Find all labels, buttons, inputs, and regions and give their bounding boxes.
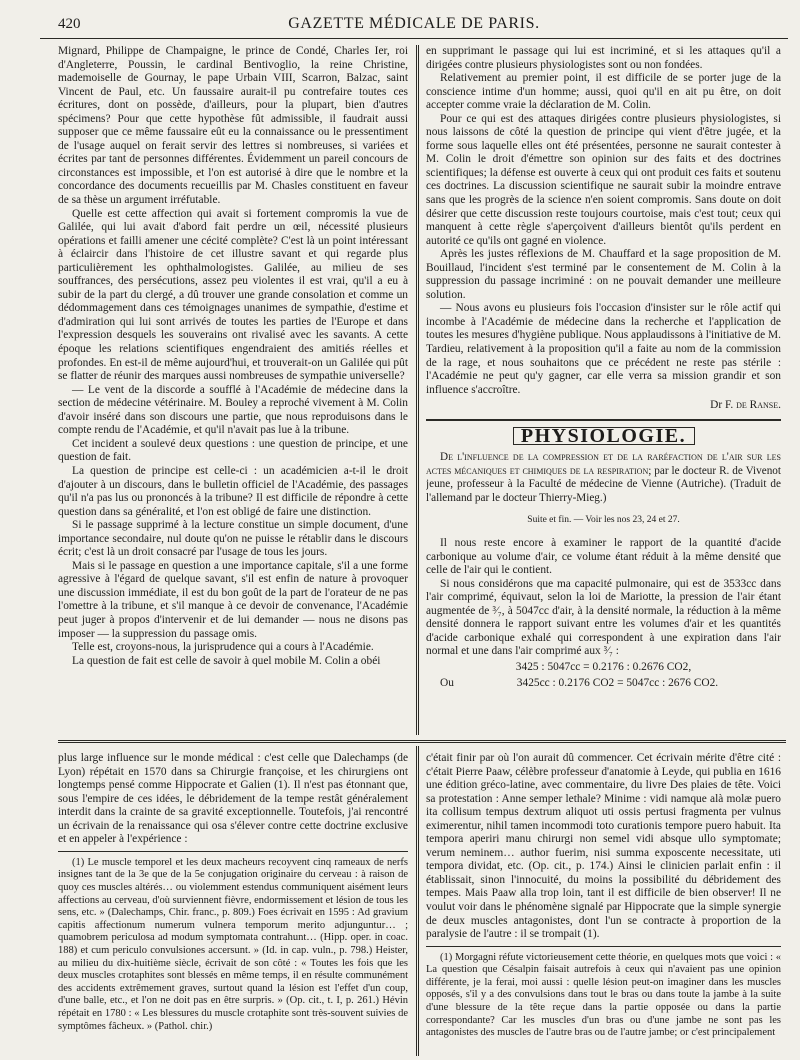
footnote-rule	[426, 946, 781, 947]
signature-prefix: Dr F.	[710, 399, 734, 412]
formula-label: Ou	[440, 676, 454, 689]
signature-name: de Ranse.	[736, 399, 781, 412]
running-header	[40, 12, 788, 39]
footnote	[426, 952, 781, 1040]
paragraph: Cet incident a soulevé deux questions : une question de principe, et une question de fait.	[58, 437, 408, 464]
column-divider-upper	[416, 45, 419, 735]
paragraph: — Le vent de la discorde a soufflé à l'Académie de médecine dans la section de médecine vétérinaire. M. Bouley a reproché vivement à M. Colin d'avoir inséré dans son discours une partie, que nous reproduisons dans le compte rendu de l'Académie, et qu'il n'avait pas lue à la tribune.	[58, 383, 408, 437]
article-title	[426, 451, 781, 505]
paragraph: Quelle est cette affection qui avait si fortement compromis la vue de Galilée, qui lui avait d'abord fait perdre un œil, nécessité plusieurs opérations et failli amener une cécité complète? C'est là un point intéressant à éclaircir dans l'histoire de cet illustre savant et qui regarde plus particulièrement les ophthalmologistes. Galilée, au milieu de ses souffrances, des persécutions, assez peu violentes il est vrai, qu'il a eu à subir de la part du clergé, a dû trouver une grande consolation et comme un dédommagement dans ces témoignages unanimes de sympathie, d'estime et d'admiration qui lui sont arrivés de toutes les parties de l'Europe et dans l'expression desquels les souverains ont rivalisé avec les savants. A cette époque les relations scientifiques engendraient des amitiés réelles et profondes. En est-il de même aujourd'hui, et trouverait-on un Galilée qui pût se flatter de réunir des marques aussi nombreuses de sympathie universelle?	[58, 207, 408, 383]
article-title-byline: par le docteur R. de Vivenot jeune, professeur à la Faculté de médecine de Vienne (Autriche). (Traduit de l'allemand par le docteur Thierry-Mieg.)	[426, 464, 781, 504]
article-title-caps: De l'influence de la compression et de la raréfaction de l'air sur les actes mécaniques et chimiques de la respiration;	[426, 451, 781, 477]
author-signature	[426, 399, 781, 413]
section-divider	[58, 740, 786, 743]
journal-title: GAZETTE MÉDICALE DE PARIS.	[288, 15, 540, 32]
footnote-rule	[58, 851, 408, 852]
footnote-text: (1) Le muscle temporel et les deux macheurs recoyvent cinq rameaux de nerfs insignes tant de la 3e que de la 5e conjugation originaire du cerveau : à raison de quoy ces muscles altérés… ou violemment estendus communiquent aisément leurs affections au cerveau, d'où surviennent fièvre, endormissement et lésion de tous les sens, etc. » (Dalechamps, Chir. franc., p. 809.) Foes écrivait en 1595 : Ad gravium capitis affectionum numerum vulnera temporum merito adjunguntur… ; quamobrem periculosa ad modum symptomata contrahunt… (Hipp. oper. in coac. 188) et cum periculo convulsiones accersunt. » (Id. in cap. vuln., p. 798.) Heister, au milieu du dix-huitième siècle, écrivait de son côté : « Toutes les fois que les deux muscles crotaphites sont blessés en même temps, il en résulte communément des accidents extrêmement graves, surtout quand la lésion est l'effet d'un coup, d'une balle, etc., et l'on ne doit pas en être surpris. » (Op. cit., t. I, p. 261.) Hévin répétait en 1780 : « Les blessures du muscle crotaphite sont très-souvent suivies de symptômes fâcheux. » (Pathol. chir.)	[58, 856, 408, 1032]
lower-right-column	[426, 752, 781, 1056]
paragraph: — Nous avons eu plusieurs fois l'occasion d'insister sur le rôle actif qui incombe à l'Académie de médecine dans la recherche et l'application de toutes les mesures d'hygiène publique. Nous applaudissons à l'initiative de M. Tardieu, relativement à la proposition qu'il a faite au nom de la commission de la rage, et nous souhaitons que ce précédent ne reste pas stérile : l'Académie ne peut qu'y gagner, car elle verra sa mission grandir et son influence s'accroître.	[426, 302, 781, 396]
page-number: 420	[58, 16, 81, 32]
paragraph: Si le passage supprimé à la lecture constitue un simple document, d'une importance secondaire, nul doute qu'on ne puisse le rétablir dans le discours écrit; c'est là un droit consacré par l'usage de tous les jours.	[58, 519, 408, 559]
paragraph: La question de principe est celle-ci : un académicien a-t-il le droit d'ajouter à un discours, dans le bulletin officiel de l'Académie, des passages qu'il n'a pas lus ou prononcés à la tribune? Il est difficile de répondre à cette question dans sa généralité, et l'on est obligé de faire une distinction.	[58, 464, 408, 518]
continuation-note: Suite et fin. — Voir les nos 23, 24 et 27.	[527, 514, 680, 525]
paragraph: Mais si le passage en question a une importance capitale, s'il a une forme agressive à l'égard de quelque savant, s'il est enfin de nature à provoquer une discussion immédiate, il est du bon goût de la part de l'orateur de ne pas l'omettre à la tribune, et s'il manque à ce devoir de convenance, l'Académie peut juger à propos d'intervenir et de lui demander — nous ne disons pas imposer — la suppression du passage omis.	[58, 559, 408, 640]
upper-right-column	[426, 45, 781, 733]
paragraph: Relativement au premier point, il est difficile de se porter juge de la conscience intime d'un homme; aussi, quoi qu'il en ait pu être, on doit accepter comme vraie la déclaration de M. Colin.	[426, 72, 781, 112]
paragraph: plus large influence sur le monde médical : c'est celle que Dalechamps (de Lyon) répétait en 1570 dans sa Chirurgie françoise, et les chirurgiens ont longtemps pensé comme Hippocrate et Galien (1). Il n'est pas étonnant que, sous l'empire de ces idées, le débridement de la tempe restât généralement interdit dans la crainte de sa gravité exceptionnelle. Toutefois, j'ai rencontré un écrivain de la renaissance qui osa s'élever contre cette doctrine exclusive et en appeler à l'expérience :	[58, 752, 408, 846]
formula-row	[426, 677, 781, 691]
upper-left-column	[58, 45, 408, 733]
paragraph: Si nous considérons que ma capacité pulmonaire, qui est de 3533cc dans l'air comprimé, équivaut, selon la loi de Mariotte, la pression de l'air étant augmentée de ³⁄₇, à 5047cc d'air, à la densité normale, la réduction à la même densité donnera le rapport suivant entre les volumes d'air et les quantités d'acide carbonique exhalé qui correspondent à une expiration dans l'air normal et une dans l'air comprimé aux ³⁄₇ :	[426, 577, 781, 658]
footnote	[58, 857, 408, 1033]
formula: 3425cc : 0.2176 CO2 = 5047cc : 2676 CO2.	[516, 676, 719, 689]
paragraph: Après les justes réflexions de M. Chauffard et la sage proposition de M. Bouillaud, l'incident s'est terminé par le consentement de M. Colin à la suppression du passage incriminé : on ne pouvait demander une meilleure solution.	[426, 248, 781, 301]
lower-left-column	[58, 752, 408, 1056]
paragraph: c'était finir par où l'on aurait dû commencer. Cet écrivain mérite d'être cité : c'était Pierre Paaw, célèbre professeur d'anatomie à Leyde, qui publia en 1616 une édition gréco-latine, avec commentaire, du livre Des plaies de tête. Voici sa protestation : Anne semper lethale? Minime : vidi namque alà molæ puero ita collisum tempus dextrum aliquot uti ossis pertusi fragmenta per vulnus eximerentur, nihil tamen incommodi toto curationis tempore puero habuit. Ita tempora aperiri manu chirurgi non semel vidi absque ullo symptomate; verum neminem… author fuerim, nisi summa exposcente necessitate, uti tempora dividat, etc. (Op. cit., p. 174.) Ainsi le clinicien parlait enfin : il établissait, sinon l'innocuité, du moins la possibilité du débridement des tempes. Mais Paaw alla trop loin, tant il est difficile de bien observer! Il ne voulut voir dans le phénomène signalé par Hippocrate que la simple synergie de deux muscles antagonistes, dont l'un se contracte à proportion de la paralysie de l'autre : il se trompait (1).	[426, 752, 781, 941]
rule	[426, 419, 781, 421]
paragraph: Pour ce qui est des attaques dirigées contre plusieurs physiologistes, si nous laissons de côté la question de principe qui vient d'être jugée, et la forme sous laquelle elles ont été présentées, personne ne saurait contester à M. Colin le droit d'émettre son opinion sur des faits et des doctrines scientifiques; la défense est ouverte à ceux qui ont produit ces faits et soutenu ces doctrines. La discussion scientifique ne saurait subir la moindre entrave sans que les progrès de la science n'en soient compromis. Sans doute on doit désirer que cette discussion reste toujours courtoise, mais c'est tout; ceux qui manquent à cette règle s'aperçoivent d'ailleurs bientôt qu'ils perdent en autorité ce qu'ils ont gagné en violence.	[426, 112, 781, 247]
paragraph: La question de fait est celle de savoir à quel mobile M. Colin a obéi	[72, 654, 381, 667]
paragraph: Mignard, Philippe de Champaigne, le prince de Condé, Charles Ier, roi d'Angleterre, Poussin, le cardinal Bentivoglio, la reine Christine, mademoiselle de Gournay, le pape Urbain VIII, Scarron, Balzac, saint Vincent de Paul, etc. Un faussaire aurait-il pu contrefaire toutes ces écritures, dont on possède, d'ailleurs, pour la plupart, bien d'autres spécimens? Pour que cette hypothèse fût admissible, il faudrait aussi supposer que ce même faussaire eût eu la connaissance ou le pressentiment de l'usage auquel on ferait servir des lettres si nombreuses, si variées et écrites par tant de personnes différentes. Évidemment un pareil concours de circonstances est impossible, et l'on est autorisé à dire que le nombre et la concordance des documents recueillis par M. Chasles constituent en faveur de sa thèse un argument irréfutable.	[58, 45, 408, 207]
paragraph: Telle est, croyons-nous, la jurisprudence qui a cours à l'Académie.	[72, 641, 374, 654]
paragraph: en supprimant le passage qui lui est incriminé, et si les attaques qu'il a dirigées contre plusieurs physiologistes sont ou non fondées.	[426, 45, 781, 71]
footnote-text: (1) Morgagni réfute victorieusement cette théorie, en quelques mots que voici : « La question que Césalpin faisait autrefois à ceux qui n'avaient pas une opinion différente, je la ferai, moi aussi : quelle lésion peut-on imaginer dans les muscles opposés, s'il y a des convulsions dans tout le bras ou dans toute la jambe à la suite d'une blessure de la tête reçue dans la partie opposée ou dans la partie correspondante? Car les muscles d'un bras ou d'une jambe ne sont pas les antagonistes des muscles de l'autre bras ou de l'autre jambe; or c'est principalement	[426, 951, 781, 1039]
paragraph: Il nous reste encore à examiner le rapport de la quantité d'acide carbonique au volume d'air, ce volume étant réduit à la même densité que celle de l'air qui le contient.	[426, 537, 781, 577]
formula: 3425 : 5047cc = 0.2176 : 0.2676 CO2,	[515, 660, 692, 673]
column-divider-lower	[416, 746, 419, 1056]
section-heading: PHYSIOLOGIE.	[513, 427, 695, 446]
